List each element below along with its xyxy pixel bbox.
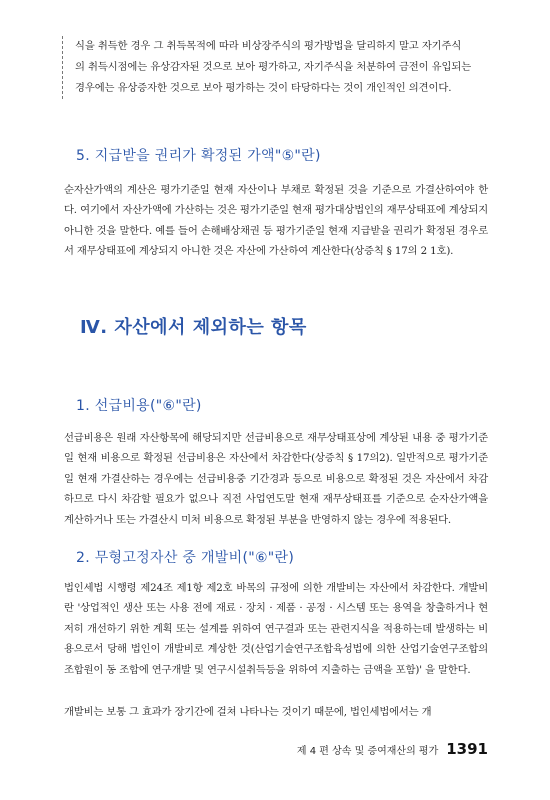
section-1-paragraph: 선급비용은 원래 자산항목에 해당되지만 선급비용으로 재무상태표상에 계상된 내용 중 평가기준일 현재 비용으로 확정된 선급비용은 자산에서 차감한다(상증칙 § 17의2). 일반적으로 평가기준일 현재 가결산하는 경우에는 선급비용중 기간경과 등으로 비용으로 확정된 것은 자산에서 차감하므로 다시 차감할 필요가 없으나 직전 사업연도말 현재 재무상태표를 기준으로 순자산가액을 계산하거나 또는 가결산시 미처 비용으로 확정된 부분을 반영하지 않는 경우에 적용된다. <box>64 432 488 526</box>
section-heading-5: 5. 지급받을 권리가 확정된 가액"⑤"란) <box>76 148 321 164</box>
section-heading-1: 1. 선급비용("⑥"란) <box>76 398 202 414</box>
page-footer <box>297 740 488 758</box>
quote-line: 식을 취득한 경우 그 취득목적에 따라 비상장주식의 평가방법을 달리하지 말고 자기주식 <box>75 40 462 52</box>
chapter-heading: Ⅳ. 자산에서 제외하는 항목 <box>80 317 307 338</box>
quote-line: 경우에는 유상증자한 것으로 보아 평가하는 것이 타당하다는 것이 개인적인 의견이다. <box>75 82 452 94</box>
footer-chapter-title: 제 4 편 상속 및 증여재산의 평가 <box>296 746 439 757</box>
quote-line: 의 취득시점에는 유상감자된 것으로 보아 평가하고, 자기주식을 처분하여 금전이 유입되는 <box>75 61 472 73</box>
quoted-note <box>62 36 495 99</box>
section-2-paragraph: 법인세법 시행령 제24조 제1항 제2호 바목의 규정에 의한 개발비는 자산에서 차감한다. 개발비란 '상업적인 생산 또는 사용 전에 재료 · 장치 · 제품 · 공정 · 시스템 또는 용역을 창출하거나 현저히 개선하기 위한 계획 또는 설계를 위하여 연구결과 또는 관련지식을 적용하는데 발생하는 비용으로서 당해 법인이 개발비로 계상한 것(산업기술연구조합육성법에 의한 산업기술연구조합의 조합원이 동 조합에 연구개발 및 연구시설취득등을 위하여 지출하는 금액을 포함)' 을 말한다. <box>64 582 488 676</box>
page-number: 1391 <box>446 740 488 758</box>
section-2-paragraph-continued: 개발비는 보통 그 효과가 장기간에 걸쳐 나타나는 것이기 때문에, 법인세법에서는 개 <box>64 706 432 718</box>
section-heading-2: 2. 무형고정자산 중 개발비("⑥"란) <box>76 550 295 566</box>
section-5-paragraph: 순자산가액의 계산은 평가기준일 현재 자산이나 부채로 확정된 것을 기준으로 가결산하여야 한다. 여기에서 자산가액에 가산하는 것은 평가기준일 현재 평가대상법인의 재무상태표에 계상되지 아니한 것을 말한다. 예를 들어 손해배상채권 등 평가기준일 현재 지급받을 권리가 확정된 경우로서 재무상태표에 계상되지 아니한 것은 자산에 가산하여 계산한다(상증칙 § 17의 2 1호). <box>64 184 488 258</box>
